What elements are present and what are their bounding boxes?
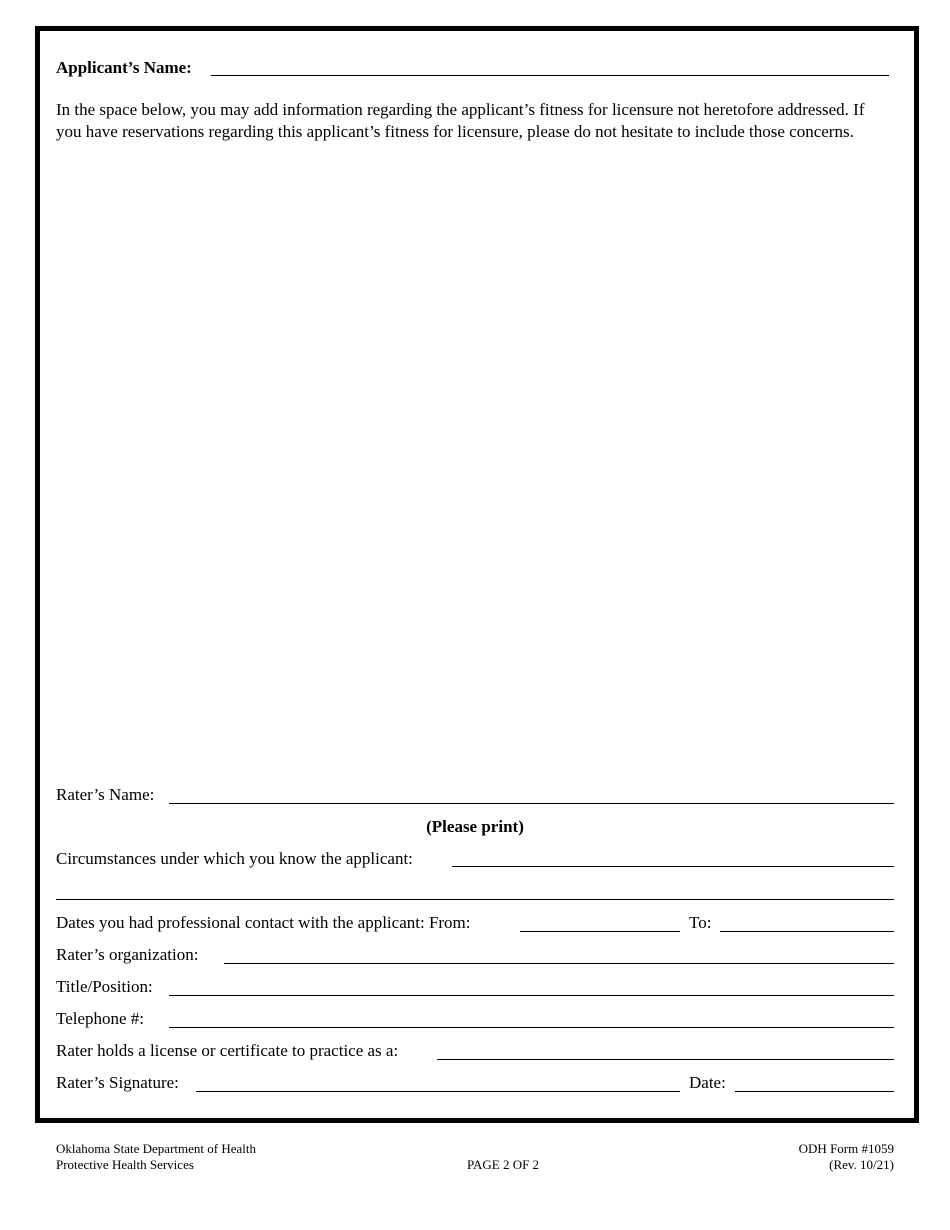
- title-position-label: Title/Position:: [56, 977, 153, 996]
- dates-from-field[interactable]: [520, 931, 680, 932]
- applicant-name-label: Applicant’s Name:: [56, 58, 192, 77]
- date-label: Date:: [689, 1073, 726, 1092]
- organization-label: Rater’s organization:: [56, 945, 199, 964]
- footer-revision: (Rev. 10/21): [829, 1157, 894, 1172]
- footer-form-number: ODH Form #1059: [798, 1141, 894, 1156]
- date-field[interactable]: [735, 1091, 894, 1092]
- telephone-field[interactable]: [169, 1027, 894, 1028]
- please-print-note: (Please print): [426, 817, 524, 836]
- telephone-label: Telephone #:: [56, 1009, 145, 1028]
- footer-page-number: PAGE 2 OF 2: [466, 1157, 540, 1172]
- comments-area[interactable]: [56, 175, 894, 775]
- footer-dept-line2: Protective Health Services: [56, 1157, 194, 1172]
- footer-form-info: [799, 1141, 894, 1173]
- dates-to-field[interactable]: [720, 931, 894, 932]
- dates-from-label: Dates you had professional contact with the applicant: From:: [56, 913, 471, 932]
- instructions-paragraph: In the space below, you may add information regarding the applicant’s fitness for licensure not heretofore addressed. If you have reservations regarding this applicant’s fitness for licensure, please do not hesitate to include those concerns.: [56, 100, 865, 141]
- circumstances-field-continued[interactable]: [56, 899, 894, 900]
- rater-name-label: Rater’s Name:: [56, 785, 155, 804]
- signature-label: Rater’s Signature:: [56, 1073, 179, 1092]
- license-label: Rater holds a license or certificate to practice as a:: [56, 1041, 399, 1060]
- rater-name-field[interactable]: [169, 803, 894, 804]
- dates-to-label: To:: [689, 913, 712, 932]
- circumstances-field[interactable]: [452, 866, 894, 867]
- footer-dept-line1: Oklahoma State Department of Health: [56, 1141, 256, 1156]
- applicant-name-field[interactable]: [211, 75, 889, 76]
- title-position-field[interactable]: [169, 995, 894, 996]
- organization-field[interactable]: [224, 963, 894, 964]
- license-field[interactable]: [437, 1059, 894, 1060]
- signature-field[interactable]: [196, 1091, 680, 1092]
- circumstances-label: Circumstances under which you know the applicant:: [56, 849, 413, 868]
